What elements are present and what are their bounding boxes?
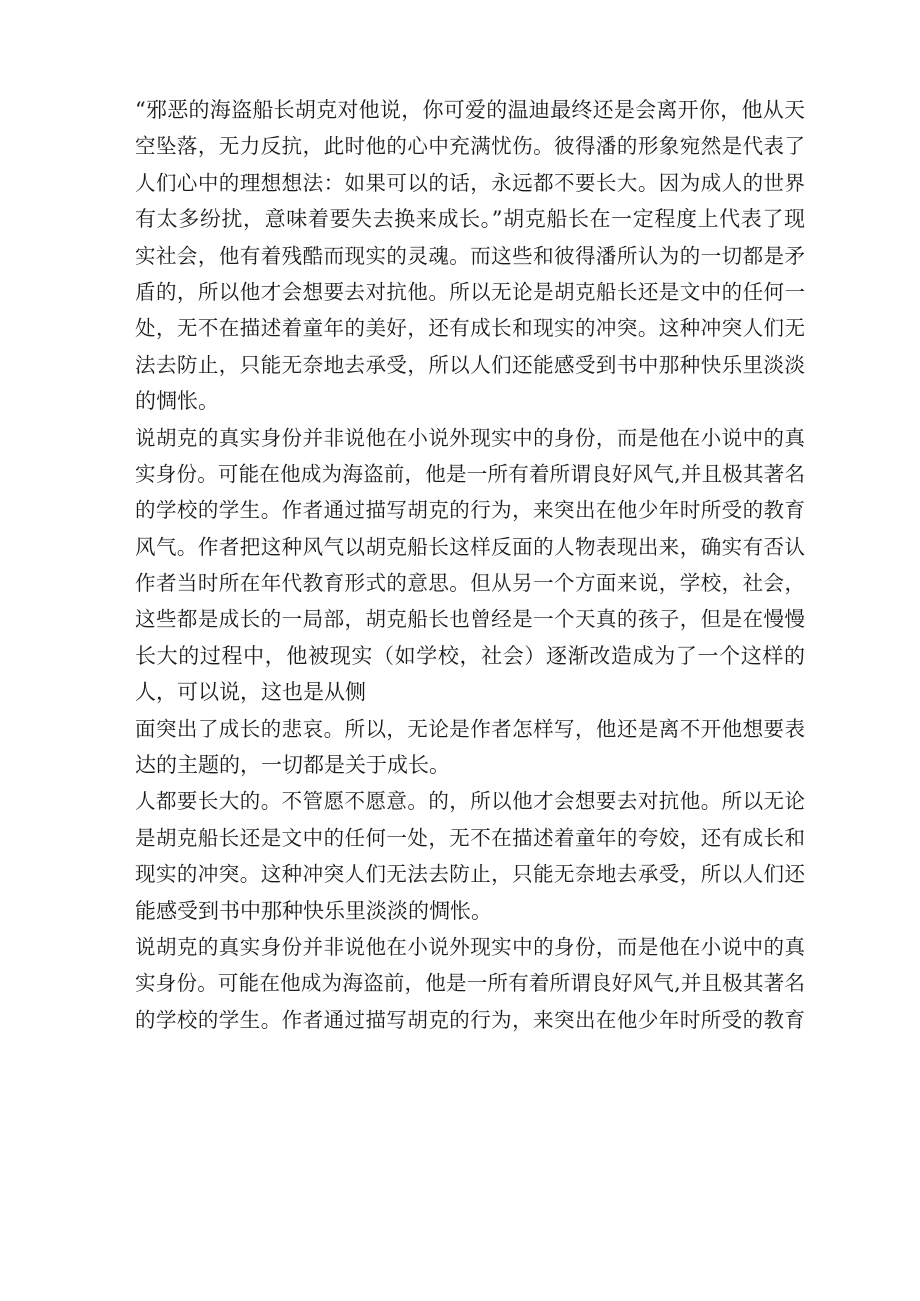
text-line: 作者当时所在年代教育形式的意思。但从另一个方面来说，学校，社会，	[135, 571, 805, 596]
text-line: 实身份。可能在他成为海盗前，他是一所有着所谓良好风气,并且极其著名	[135, 461, 805, 486]
text-line: “邪恶的海盗船长胡克对他说，你可爱的温迪最终还是会离开你，他从天	[135, 98, 805, 122]
text-line: 人们心中的理想想法：如果可以的话，永远都不要长大。因为成人的世界	[135, 170, 805, 195]
text-line: 长大的过程中，他被现实（如学校，社会）逐渐改造成为了一个这样的	[135, 643, 805, 668]
text-line: 盾的，所以他才会想要去对抗他。所以无论是胡克船长还是文中的任何一	[135, 279, 805, 304]
text-line: 说胡克的真实身份并非说他在小说外现实中的身份，而是他在小说中的真	[135, 425, 805, 450]
text-line: 实身份。可能在他成为海盗前，他是一所有着所谓良好风气,并且极其著名	[135, 971, 805, 996]
text-line: 的学校的学生。作者通过描写胡克的行为，来突出在他少年时所受的教育	[135, 1007, 805, 1032]
text-line: 是胡克船长还是文中的任何一处，无不在描述着童年的夸姣，还有成长和	[135, 825, 805, 850]
text-line: 的惆怅。	[135, 389, 219, 414]
text-line: 达的主题的，一切都是关于成长。	[135, 753, 450, 778]
text-line: 实社会，他有着残酷而现实的灵魂。而这些和彼得潘所认为的一切都是矛	[135, 243, 805, 268]
text-line: 法去防止，只能无奈地去承受，所以人们还能感受到书中那种快乐里淡淡	[135, 352, 805, 377]
text-line: 面突出了成长的悲哀。所以，无论是作者怎样写，他还是离不开他想要表	[135, 716, 805, 741]
text-line: 处，无不在描述着童年的美好，还有成长和现实的冲突。这种冲突人们无	[135, 316, 805, 341]
text-line: 这些都是成长的一局部，胡克船长也曾经是一个天真的孩子，但是在慢慢	[135, 607, 805, 632]
text-line: 人都要长大的。不管愿不愿意。的，所以他才会想要去对抗他。所以无论	[135, 789, 805, 814]
text-line: 现实的冲突。这种冲突人们无法去防止，只能无奈地去承受，所以人们还	[135, 862, 805, 887]
text-line: 能感受到书中那种快乐里淡淡的惆怅。	[135, 898, 492, 923]
text-line: 风气。作者把这种风气以胡克船长这样反面的人物表现出来，确实有否认	[135, 534, 805, 559]
text-line: 的学校的学生。作者通过描写胡克的行为，来突出在他少年时所受的教育	[135, 498, 805, 523]
text-line: 说胡克的真实身份并非说他在小说外现实中的身份，而是他在小说中的真	[135, 934, 805, 959]
text-line: 空坠落，无力反抗，此时他的心中充满忧伤。彼得潘的形象宛然是代表了	[135, 134, 805, 159]
document-body	[135, 92, 805, 1038]
text-line: 人，可以说，这也是从侧	[135, 680, 366, 705]
text-line: 有太多纷扰，意味着要失去换来成长。”胡克船长在一定程度上代表了现	[135, 207, 805, 232]
